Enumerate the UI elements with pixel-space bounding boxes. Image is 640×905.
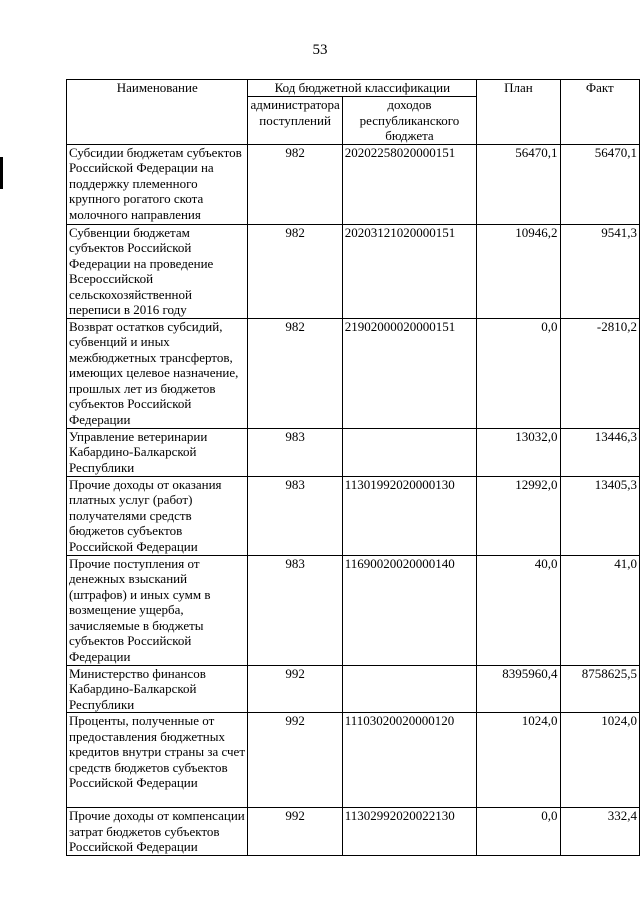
margin-mark [0, 157, 3, 189]
row-fact-cell: -2810,2 [560, 318, 639, 428]
header-classification-group: Код бюджетной классификации [248, 80, 477, 97]
table-row [67, 555, 640, 665]
header-fact: Факт [560, 80, 639, 145]
row-income-code-cell [342, 428, 476, 476]
table-row [67, 665, 640, 713]
row-income-code-cell: 11302992020022130 [342, 808, 476, 856]
row-fact-cell: 9541,3 [560, 224, 639, 318]
table-header [67, 80, 640, 145]
row-admin-code-cell: 992 [248, 808, 342, 856]
table-row [67, 476, 640, 555]
row-name-cell: Субвенции бюджетам субъектов Российской Федерации на проведение Всероссийской сельскохозяйственной переписи в 2016 году [67, 224, 248, 318]
row-plan-cell: 56470,1 [477, 144, 560, 224]
row-income-code-cell: 11690020020000140 [342, 555, 476, 665]
row-plan-cell: 13032,0 [477, 428, 560, 476]
row-fact-cell: 1024,0 [560, 713, 639, 808]
table-row [67, 428, 640, 476]
table-row [67, 144, 640, 224]
row-fact-cell: 56470,1 [560, 144, 639, 224]
row-admin-code-cell: 992 [248, 713, 342, 808]
row-fact-cell: 332,4 [560, 808, 639, 856]
row-admin-code-cell: 982 [248, 318, 342, 428]
header-name: Наименование [67, 80, 248, 145]
row-admin-code-cell: 992 [248, 665, 342, 713]
row-admin-code-cell: 982 [248, 144, 342, 224]
row-income-code-cell: 11301992020000130 [342, 476, 476, 555]
row-fact-cell: 8758625,5 [560, 665, 639, 713]
table-row [67, 808, 640, 856]
row-plan-cell: 12992,0 [477, 476, 560, 555]
header-income-code: доходов республиканского бюджета [342, 97, 476, 145]
row-name-cell: Министерство финансов Кабардино-Балкарской Республики [67, 665, 248, 713]
row-income-code-cell: 21902000020000151 [342, 318, 476, 428]
row-income-code-cell [342, 665, 476, 713]
row-admin-code-cell: 983 [248, 555, 342, 665]
row-name-cell: Субсидии бюджетам субъектов Российской Федерации на поддержку племенного крупного рогатого скота молочного направления [67, 144, 248, 224]
row-income-code-cell: 20202258020000151 [342, 144, 476, 224]
table-row [67, 224, 640, 318]
budget-table [66, 79, 640, 856]
row-income-code-cell: 11103020020000120 [342, 713, 476, 808]
row-fact-cell: 13446,3 [560, 428, 639, 476]
row-fact-cell: 41,0 [560, 555, 639, 665]
row-plan-cell: 1024,0 [477, 713, 560, 808]
row-plan-cell: 40,0 [477, 555, 560, 665]
header-plan: План [477, 80, 560, 145]
row-plan-cell: 8395960,4 [477, 665, 560, 713]
row-admin-code-cell: 982 [248, 224, 342, 318]
page-number: 53 [312, 42, 328, 58]
header-admin-code: администратора поступлений [248, 97, 342, 145]
row-admin-code-cell: 983 [248, 428, 342, 476]
row-admin-code-cell: 983 [248, 476, 342, 555]
row-plan-cell: 0,0 [477, 808, 560, 856]
table-row [67, 318, 640, 428]
row-plan-cell: 0,0 [477, 318, 560, 428]
row-name-cell: Прочие поступления от денежных взысканий (штрафов) и иных сумм в возмещение ущерба, зачисляемые в бюджеты субъектов Российской Федерации [67, 555, 248, 665]
row-name-cell: Проценты, полученные от предоставления бюджетных кредитов внутри страны за счет средств бюджетов субъектов Российской Федерации [67, 713, 248, 808]
table-row [67, 713, 640, 808]
row-income-code-cell: 20203121020000151 [342, 224, 476, 318]
row-plan-cell: 10946,2 [477, 224, 560, 318]
row-name-cell: Управление ветеринарии Кабардино-Балкарской Республики [67, 428, 248, 476]
row-name-cell: Возврат остатков субсидий, субвенций и иных межбюджетных трансфертов, имеющих целевое назначение, прошлых лет из бюджетов субъектов Российской Федерации [67, 318, 248, 428]
table-body [67, 144, 640, 856]
row-name-cell: Прочие доходы от компенсации затрат бюджетов субъектов Российской Федерации [67, 808, 248, 856]
row-name-cell: Прочие доходы от оказания платных услуг (работ) получателями средств бюджетов субъектов Российской Федерации [67, 476, 248, 555]
row-fact-cell: 13405,3 [560, 476, 639, 555]
